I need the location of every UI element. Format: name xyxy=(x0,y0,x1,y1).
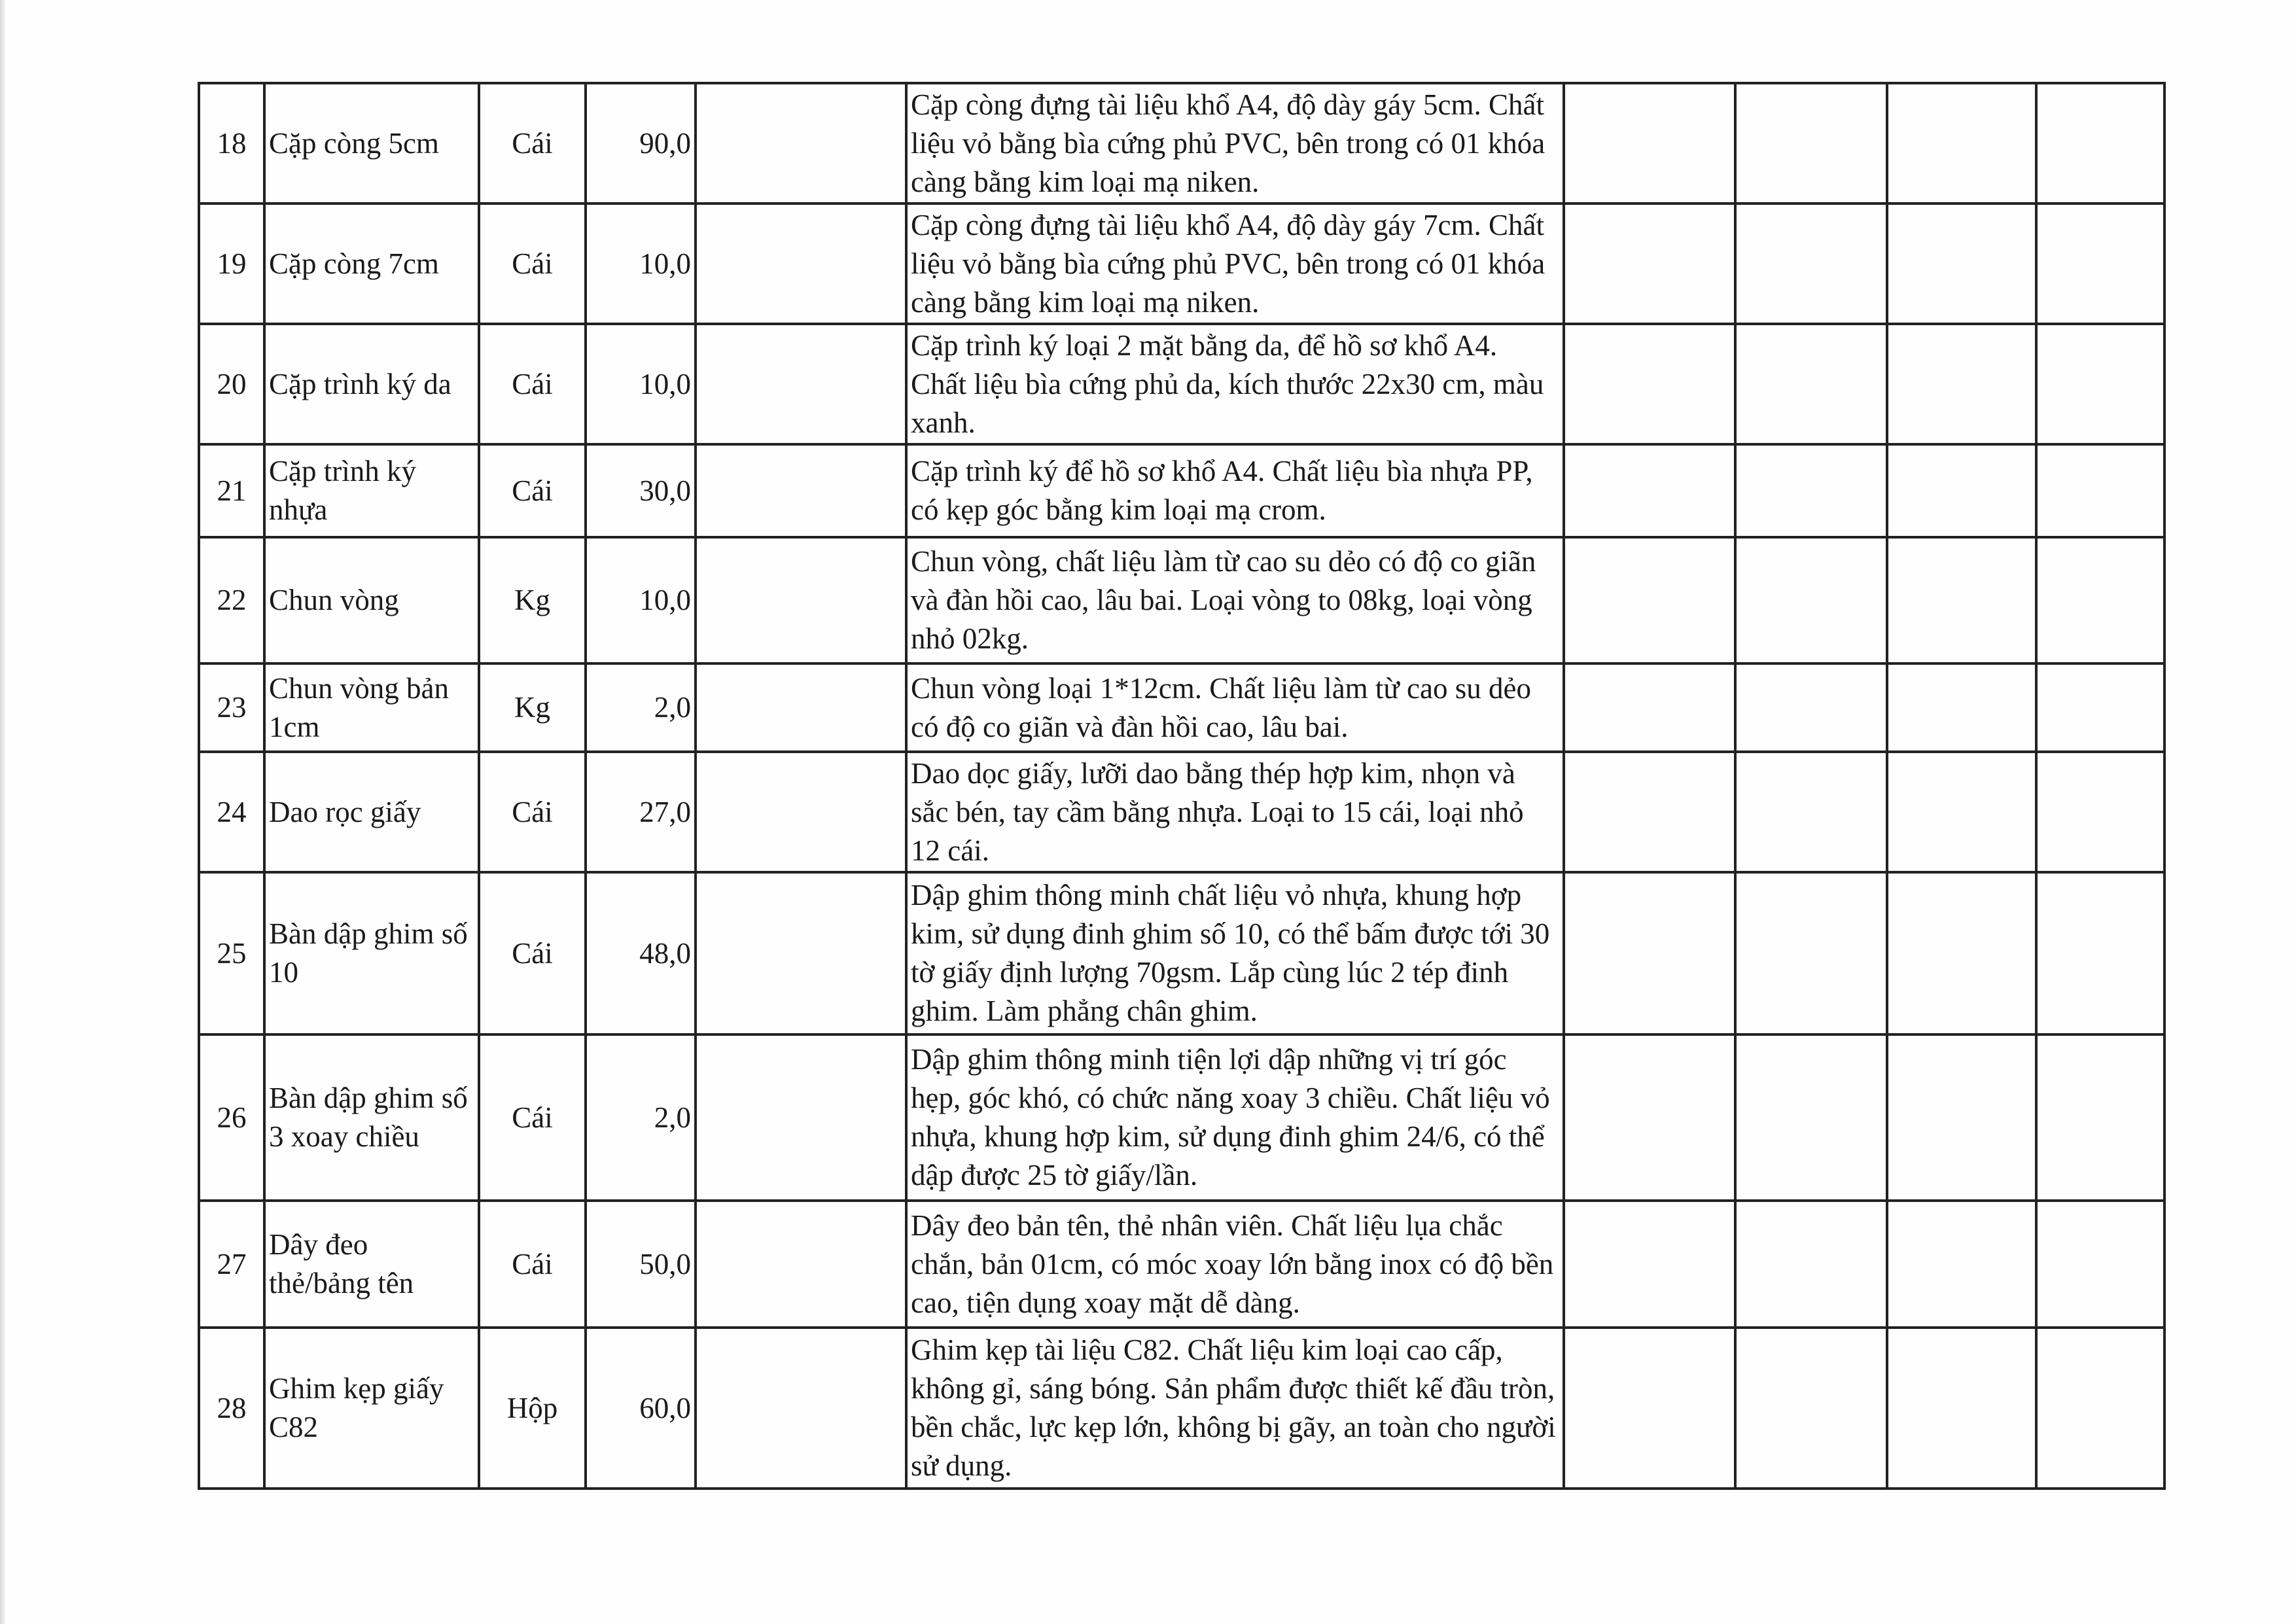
empty-cell xyxy=(2036,1328,2164,1489)
item-unit: Hộp xyxy=(479,1328,586,1489)
empty-cell xyxy=(1735,537,1887,663)
empty-cell xyxy=(1564,752,1735,872)
item-quantity: 2,0 xyxy=(586,663,696,752)
item-quantity: 90,0 xyxy=(586,83,696,203)
item-description: Dây đeo bản tên, thẻ nhân viên. Chất liệu lụa chắc chắn, bản 01cm, có móc xoay lớn bằng inox có độ bền cao, tiện dụng xoay mặt dễ dàng. xyxy=(906,1201,1564,1328)
empty-cell xyxy=(696,1328,906,1489)
scan-edge-shadow xyxy=(0,0,5,1624)
empty-cell xyxy=(696,83,906,203)
empty-cell xyxy=(1564,537,1735,663)
item-description: Ghim kẹp tài liệu C82. Chất liệu kim loại cao cấp, không gỉ, sáng bóng. Sản phẩm được thiết kế đầu tròn, bền chắc, lực kẹp lớn, không bị gãy, an toàn cho người sử dụng. xyxy=(906,1328,1564,1489)
empty-cell xyxy=(1887,663,2036,752)
table-row xyxy=(199,1201,2164,1328)
empty-cell xyxy=(1735,83,1887,203)
item-name: Cặp còng 5cm xyxy=(264,83,479,203)
item-quantity: 30,0 xyxy=(586,444,696,537)
empty-cell xyxy=(1887,203,2036,324)
empty-cell xyxy=(1735,1201,1887,1328)
table-row xyxy=(199,1328,2164,1489)
item-quantity: 50,0 xyxy=(586,1201,696,1328)
item-unit: Cái xyxy=(479,752,586,872)
row-number: 21 xyxy=(199,444,264,537)
empty-cell xyxy=(2036,1034,2164,1201)
empty-cell xyxy=(2036,444,2164,537)
row-number: 26 xyxy=(199,1034,264,1201)
empty-cell xyxy=(1735,872,1887,1034)
row-number: 28 xyxy=(199,1328,264,1489)
table-row xyxy=(199,444,2164,537)
empty-cell xyxy=(1564,872,1735,1034)
row-number: 27 xyxy=(199,1201,264,1328)
empty-cell xyxy=(1735,203,1887,324)
empty-cell xyxy=(2036,203,2164,324)
empty-cell xyxy=(1735,1034,1887,1201)
table-row xyxy=(199,872,2164,1034)
empty-cell xyxy=(1887,444,2036,537)
row-number: 22 xyxy=(199,537,264,663)
item-description: Dập ghim thông minh chất liệu vỏ nhựa, khung hợp kim, sử dụng đinh ghim số 10, có thể bấm được tới 30 tờ giấy định lượng 70gsm. Lắp cùng lúc 2 tép đinh ghim. Làm phẳng chân ghim. xyxy=(906,872,1564,1034)
item-unit: Cái xyxy=(479,1201,586,1328)
table-row xyxy=(199,1034,2164,1201)
item-description: Dập ghim thông minh tiện lợi dập những vị trí góc hẹp, góc khó, có chức năng xoay 3 chiều. Chất liệu vỏ nhựa, khung hợp kim, sử dụng đinh ghim 24/6, có thể dập được 25 tờ giấy/lần. xyxy=(906,1034,1564,1201)
row-number: 23 xyxy=(199,663,264,752)
empty-cell xyxy=(2036,752,2164,872)
empty-cell xyxy=(1564,203,1735,324)
item-quantity: 10,0 xyxy=(586,203,696,324)
item-unit: Cái xyxy=(479,1034,586,1201)
item-quantity: 2,0 xyxy=(586,1034,696,1201)
empty-cell xyxy=(1887,537,2036,663)
empty-cell xyxy=(2036,872,2164,1034)
item-name: Bàn dập ghim số 10 xyxy=(264,872,479,1034)
empty-cell xyxy=(1887,83,2036,203)
table-row xyxy=(199,663,2164,752)
item-quantity: 10,0 xyxy=(586,537,696,663)
empty-cell xyxy=(1887,1328,2036,1489)
empty-cell xyxy=(696,663,906,752)
empty-cell xyxy=(1887,324,2036,444)
empty-cell xyxy=(2036,1201,2164,1328)
empty-cell xyxy=(1564,1034,1735,1201)
empty-cell xyxy=(696,752,906,872)
empty-cell xyxy=(1564,444,1735,537)
empty-cell xyxy=(1564,83,1735,203)
empty-cell xyxy=(2036,83,2164,203)
item-description: Chun vòng loại 1*12cm. Chất liệu làm từ cao su dẻo có độ co giãn và đàn hồi cao, lâu bai. xyxy=(906,663,1564,752)
item-name: Cặp trình ký nhựa xyxy=(264,444,479,537)
item-unit: Cái xyxy=(479,872,586,1034)
empty-cell xyxy=(696,1201,906,1328)
item-name: Ghim kẹp giấy C82 xyxy=(264,1328,479,1489)
row-number: 19 xyxy=(199,203,264,324)
item-quantity: 10,0 xyxy=(586,324,696,444)
empty-cell xyxy=(2036,663,2164,752)
empty-cell xyxy=(1735,444,1887,537)
row-number: 24 xyxy=(199,752,264,872)
empty-cell xyxy=(1735,663,1887,752)
table-row xyxy=(199,752,2164,872)
empty-cell xyxy=(1564,1328,1735,1489)
item-unit: Cái xyxy=(479,203,586,324)
empty-cell xyxy=(1735,1328,1887,1489)
item-unit: Kg xyxy=(479,663,586,752)
table-row xyxy=(199,537,2164,663)
item-unit: Cái xyxy=(479,444,586,537)
empty-cell xyxy=(1887,752,2036,872)
table-row xyxy=(199,203,2164,324)
item-name: Chun vòng bản 1cm xyxy=(264,663,479,752)
empty-cell xyxy=(696,872,906,1034)
empty-cell xyxy=(1735,752,1887,872)
table-row xyxy=(199,83,2164,203)
empty-cell xyxy=(696,444,906,537)
item-name: Cặp còng 7cm xyxy=(264,203,479,324)
empty-cell xyxy=(1887,1034,2036,1201)
item-name: Bàn dập ghim số 3 xoay chiều xyxy=(264,1034,479,1201)
item-description: Cặp còng đựng tài liệu khổ A4, độ dày gáy 5cm. Chất liệu vỏ bằng bìa cứng phủ PVC, bên trong có 01 khóa càng bằng kim loại mạ niken. xyxy=(906,83,1564,203)
empty-cell xyxy=(696,1034,906,1201)
row-number: 20 xyxy=(199,324,264,444)
item-quantity: 27,0 xyxy=(586,752,696,872)
empty-cell xyxy=(1887,1201,2036,1328)
item-description: Cặp trình ký để hồ sơ khổ A4. Chất liệu bìa nhựa PP, có kẹp góc bằng kim loại mạ crom. xyxy=(906,444,1564,537)
item-unit: Cái xyxy=(479,324,586,444)
empty-cell xyxy=(696,203,906,324)
goods-table xyxy=(198,82,2166,1490)
item-quantity: 60,0 xyxy=(586,1328,696,1489)
item-quantity: 48,0 xyxy=(586,872,696,1034)
empty-cell xyxy=(1564,1201,1735,1328)
item-name: Dao rọc giấy xyxy=(264,752,479,872)
item-name: Dây đeo thẻ/bảng tên xyxy=(264,1201,479,1328)
item-unit: Kg xyxy=(479,537,586,663)
empty-cell xyxy=(1564,324,1735,444)
empty-cell xyxy=(1564,663,1735,752)
item-description: Cặp còng đựng tài liệu khổ A4, độ dày gáy 7cm. Chất liệu vỏ bằng bìa cứng phủ PVC, bên trong có 01 khóa càng bằng kim loại mạ niken. xyxy=(906,203,1564,324)
empty-cell xyxy=(1735,324,1887,444)
row-number: 25 xyxy=(199,872,264,1034)
item-description: Cặp trình ký loại 2 mặt bằng da, để hồ sơ khổ A4. Chất liệu bìa cứng phủ da, kích thước 22x30 cm, màu xanh. xyxy=(906,324,1564,444)
empty-cell xyxy=(2036,537,2164,663)
empty-cell xyxy=(2036,324,2164,444)
empty-cell xyxy=(696,324,906,444)
item-name: Chun vòng xyxy=(264,537,479,663)
margin-handwritten-mark xyxy=(2261,612,2287,919)
item-description: Dao dọc giấy, lưỡi dao bằng thép hợp kim, nhọn và sắc bén, tay cầm bằng nhựa. Loại to 15 cái, loại nhỏ 12 cái. xyxy=(906,752,1564,872)
empty-cell xyxy=(1887,872,2036,1034)
item-name: Cặp trình ký da xyxy=(264,324,479,444)
table-row xyxy=(199,324,2164,444)
row-number: 18 xyxy=(199,83,264,203)
item-unit: Cái xyxy=(479,83,586,203)
item-description: Chun vòng, chất liệu làm từ cao su dẻo có độ co giãn và đàn hồi cao, lâu bai. Loại vòng to 08kg, loại vòng nhỏ 02kg. xyxy=(906,537,1564,663)
empty-cell xyxy=(696,537,906,663)
